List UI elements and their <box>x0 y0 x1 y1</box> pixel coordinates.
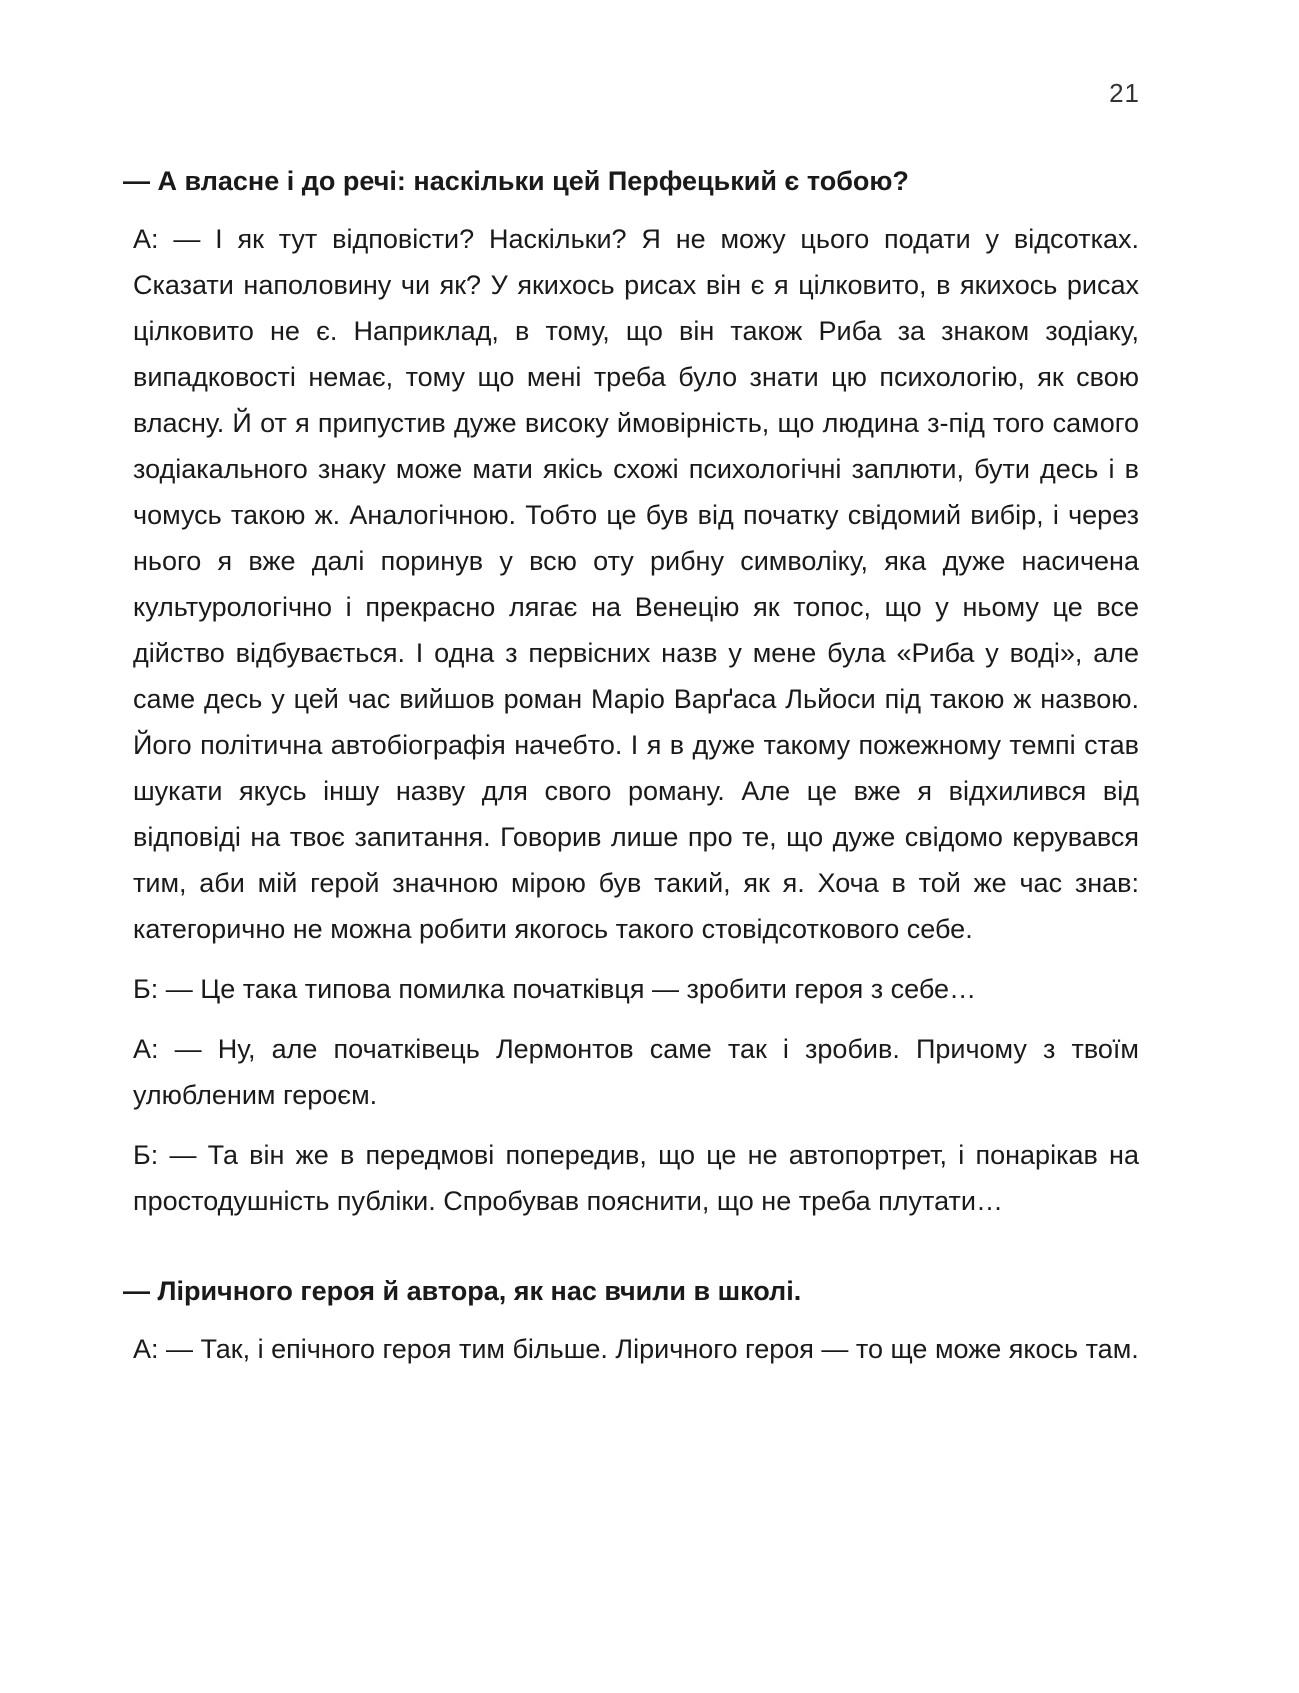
interviewer-question-1: — А власне і до речі: наскільки цей Перфецький є тобою? <box>123 166 909 196</box>
remark-b-1: Б: — Це така типова помилка початківця — зробити героя з себе… <box>133 974 977 1004</box>
answer-a-3: А: — Так, і епічного героя тим більше. Ліричного героя — то ще може якось там. <box>133 1334 1139 1364</box>
interview-text <box>123 158 1139 1372</box>
answer-a-2: А: — Ну, але початківець Лермонтов саме так і зробив. Причому з твоїм улюбленим героєм. <box>133 1034 1139 1110</box>
remark-b-2: Б: — Та він же в передмові попередив, що це не автопортрет, і понарікав на простодушність публіки. Спробував пояснити, що не треба плутати… <box>133 1140 1139 1216</box>
interviewer-question-2: — Ліричного героя й автора, як нас вчили в школі. <box>123 1276 802 1306</box>
page-number: 21 <box>1109 78 1140 108</box>
answer-a-1: А: — І як тут відповісти? Наскільки? Я не можу цього подати у відсотках. Сказати наполовину чи як? У якихось рисах він є я цілковито, в якихось рисах цілковито не є. Наприклад, в тому, що він також Риба за знаком зодіаку, випадковості немає, тому що мені треба було знати цю психологію, як свою власну. Й от я припустив дуже високу ймовірність, що людина з-під того самого зодіакального знаку може мати якісь схожі психологічні заплюти, бути десь і в чомусь такою ж. Аналогічною. Тобто це був від початку свідомий вибір, і через нього я вже далі поринув у всю оту рибну символіку, яка дуже насичена культурологічно і прекрасно лягає на Венецію як топос, що у ньому це все дійство відбувається. І одна з первісних назв у мене була «Риба у воді», але саме десь у цей час вийшов роман Маріо Варґаса Льйоси під такою ж назвою. Його політична автобіографія начебто. І я в дуже такому пожежному темпі став шукати якусь іншу назву для свого роману. Але це вже я відхилився від відповіді на твоє запитання. Говорив лише про те, що дуже свідомо керувався тим, аби мій герой значною мірою був такий, як я. Хоча в той же час знав: категорично не можна робити якогось такого стовідсоткового себе. <box>133 224 1139 944</box>
